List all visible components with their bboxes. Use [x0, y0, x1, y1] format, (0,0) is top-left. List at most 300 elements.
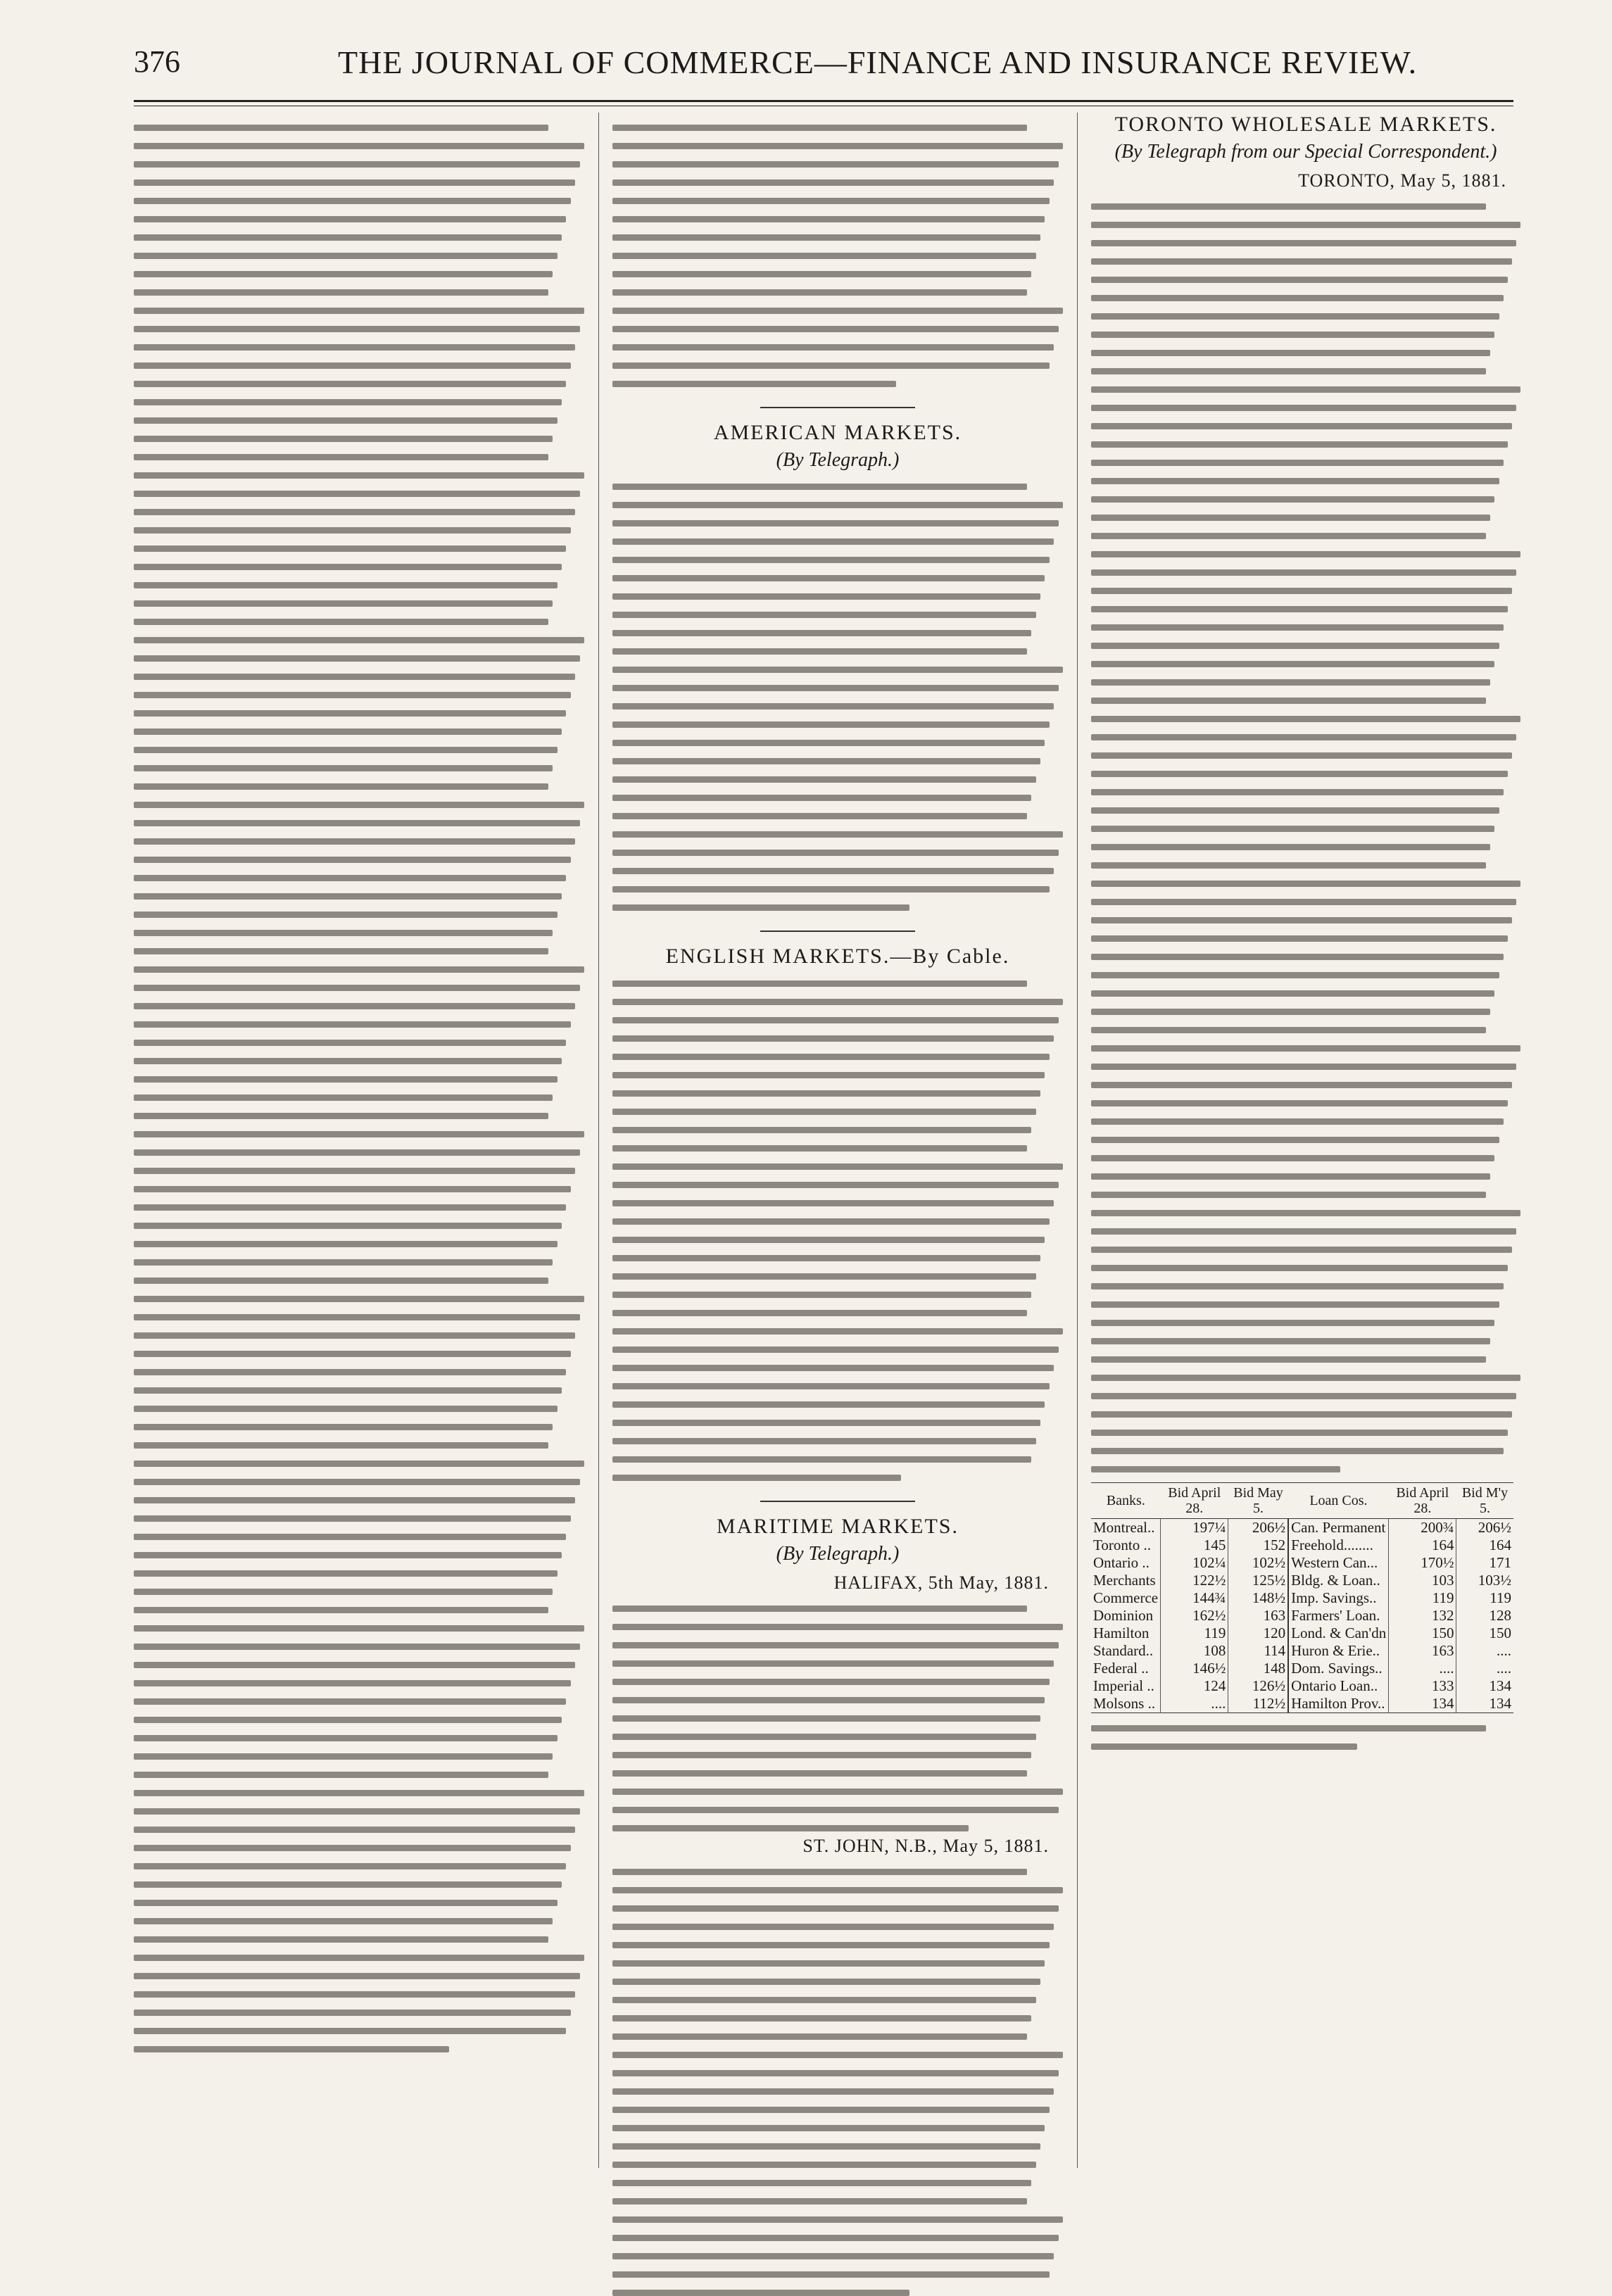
text-line — [612, 1679, 1050, 1685]
text-line — [612, 381, 896, 387]
text-line — [134, 1442, 548, 1449]
header-rule-top — [134, 100, 1513, 102]
table-row — [1091, 1572, 1513, 1589]
text-line — [1091, 954, 1504, 960]
text-line — [134, 875, 566, 881]
text-line — [134, 1149, 580, 1156]
text-line — [134, 564, 562, 570]
text-line — [1091, 1265, 1508, 1271]
text-line — [134, 1406, 558, 1412]
loan-co-cell: Can. Permanent — [1288, 1519, 1389, 1537]
text-line — [134, 1515, 571, 1522]
text-line — [134, 161, 580, 168]
text-line — [1091, 679, 1490, 686]
text-line — [612, 1401, 1045, 1408]
section-divider — [760, 407, 915, 408]
bid-may-cell: 163 — [1228, 1607, 1288, 1625]
bid-april-cell: 124 — [1161, 1677, 1228, 1695]
bid-april-cell: .... — [1161, 1695, 1228, 1713]
toronto-markets-source: (By Telegraph from our Special Correspondent.) — [1114, 141, 1497, 163]
text-line — [134, 436, 553, 442]
text-line — [1091, 1247, 1512, 1253]
text-line — [134, 1827, 575, 1833]
text-line — [612, 1438, 1036, 1444]
text-block — [612, 980, 1063, 1481]
text-line — [612, 1420, 1040, 1426]
text-line — [612, 1383, 1050, 1389]
table-row — [1091, 1695, 1513, 1713]
bid-may-cell: 112½ — [1228, 1695, 1288, 1713]
text-line — [1091, 881, 1520, 887]
text-line — [134, 216, 566, 222]
text-line — [612, 2216, 1063, 2223]
bid-may-cell: 164 — [1456, 1537, 1513, 1554]
bid-may-cell: 134 — [1456, 1695, 1513, 1713]
col-header-bid-april: Bid April 28. — [1161, 1483, 1228, 1519]
text-line — [612, 1200, 1054, 1206]
text-line — [1091, 203, 1486, 210]
text-line — [612, 2143, 1040, 2150]
text-line — [612, 557, 1050, 563]
bank-name-cell: Molsons .. — [1093, 1695, 1156, 1712]
text-line — [612, 1752, 1031, 1758]
text-line — [134, 1662, 575, 1668]
text-line — [612, 2070, 1059, 2076]
text-line — [1091, 1137, 1499, 1143]
text-line — [1091, 1356, 1486, 1363]
american-markets-heading: AMERICAN MARKETS. — [713, 421, 962, 444]
bank-name-cell: Ontario .. — [1093, 1554, 1150, 1571]
text-line — [612, 2107, 1050, 2113]
text-line — [134, 1589, 553, 1595]
text-line — [1091, 1173, 1490, 1180]
bank-name-cell: Dominion — [1093, 1607, 1154, 1624]
text-line — [134, 1131, 584, 1137]
bid-april-cell: 146½ — [1161, 1660, 1228, 1677]
text-line — [134, 1296, 584, 1302]
bank-name-cell: Commerce — [1093, 1589, 1159, 1606]
bid-may-cell: 114 — [1228, 1642, 1288, 1660]
text-line — [612, 344, 1054, 351]
bid-may-cell: 128 — [1456, 1607, 1513, 1625]
text-line — [612, 1942, 1050, 1948]
text-line — [134, 783, 548, 790]
text-line — [612, 1807, 1059, 1813]
table-row — [1091, 1589, 1513, 1607]
bid-may-cell: 206½ — [1228, 1519, 1288, 1537]
text-line — [1091, 807, 1499, 814]
section-divider — [760, 931, 915, 932]
loan-co-cell: Ontario Loan.. — [1288, 1677, 1389, 1695]
text-line — [1091, 222, 1520, 228]
text-line — [1091, 972, 1499, 978]
bid-may-cell: 152 — [1228, 1537, 1288, 1554]
text-line — [1091, 734, 1516, 740]
text-line — [134, 1168, 575, 1174]
text-line — [612, 1145, 1027, 1152]
text-line — [134, 491, 580, 497]
text-line — [134, 509, 575, 515]
text-line — [134, 1424, 553, 1430]
column-separator — [1077, 113, 1078, 2168]
text-line — [134, 619, 548, 625]
text-line — [134, 674, 575, 680]
text-line — [612, 740, 1045, 746]
american-markets-source: (By Telegraph.) — [776, 449, 900, 471]
bid-april-cell: 164 — [1389, 1537, 1456, 1554]
text-line — [134, 930, 553, 936]
bid-april-cell: 119 — [1389, 1589, 1456, 1607]
text-line — [612, 125, 1027, 131]
bid-april-cell: 197¼ — [1161, 1519, 1228, 1537]
text-line — [134, 1717, 562, 1723]
text-line — [1091, 1100, 1508, 1106]
text-line — [612, 2180, 1031, 2186]
loan-co-cell: Dom. Savings.. — [1288, 1660, 1389, 1677]
text-line — [134, 1552, 562, 1558]
bid-april-cell: 133 — [1389, 1677, 1456, 1695]
bid-april-cell: 144¾ — [1161, 1589, 1228, 1607]
bank-name-cell: Montreal.. — [1093, 1519, 1155, 1536]
text-line — [612, 538, 1054, 545]
column-2 — [612, 113, 1063, 2296]
text-line — [134, 1387, 562, 1394]
text-line — [134, 1772, 548, 1778]
toronto-dateline: TORONTO, May 5, 1881. — [1298, 170, 1506, 191]
text-line — [134, 198, 571, 204]
table-row — [1091, 1625, 1513, 1642]
text-line — [134, 710, 566, 717]
text-line — [612, 813, 1027, 819]
table-row — [1091, 1519, 1513, 1537]
text-line — [134, 820, 580, 826]
text-line — [1091, 862, 1486, 869]
text-line — [612, 1734, 1036, 1740]
text-line — [612, 289, 1027, 296]
bid-may-cell: 148½ — [1228, 1589, 1288, 1607]
text-line — [612, 1346, 1059, 1353]
bid-may-cell: 206½ — [1456, 1519, 1513, 1537]
text-line — [612, 1606, 1027, 1612]
text-line — [134, 143, 584, 149]
page-header — [134, 44, 1513, 93]
bid-may-cell: .... — [1456, 1660, 1513, 1677]
maritime-markets-source: (By Telegraph.) — [776, 1543, 900, 1565]
bank-stock-table — [1091, 1482, 1513, 1713]
bid-april-cell: 134 — [1389, 1695, 1456, 1713]
text-line — [1091, 1192, 1486, 1198]
text-line — [1091, 478, 1499, 484]
text-line — [134, 1003, 575, 1009]
section-divider — [760, 1501, 915, 1502]
text-line — [612, 1127, 1031, 1133]
text-line — [1091, 368, 1486, 374]
text-line — [134, 1278, 548, 1284]
text-line — [1091, 624, 1504, 631]
text-line — [612, 1292, 1031, 1298]
text-line — [134, 545, 566, 552]
text-line — [1091, 1009, 1490, 1015]
text-line — [134, 1223, 562, 1229]
bid-april-cell: 122½ — [1161, 1572, 1228, 1589]
text-line — [612, 667, 1063, 673]
text-line — [612, 1997, 1036, 2003]
text-line — [612, 234, 1040, 241]
bank-name-cell: Federal .. — [1093, 1660, 1149, 1677]
text-line — [1091, 295, 1504, 301]
text-line — [134, 1113, 548, 1119]
text-line — [1091, 1411, 1512, 1418]
text-line — [134, 1497, 575, 1503]
page-number: 376 — [134, 44, 180, 79]
text-line — [134, 747, 558, 753]
text-line — [134, 1570, 558, 1577]
text-line — [134, 1076, 558, 1083]
bid-april-cell: 145 — [1161, 1537, 1228, 1554]
bid-may-cell: .... — [1456, 1642, 1513, 1660]
text-line — [134, 253, 558, 259]
text-line — [134, 1625, 584, 1632]
text-line — [1091, 588, 1512, 594]
text-line — [134, 1808, 580, 1815]
text-line — [612, 362, 1050, 369]
loan-co-cell: Freehold........ — [1288, 1537, 1389, 1554]
english-markets-heading: ENGLISH MARKETS.—By Cable. — [665, 945, 1010, 968]
text-line — [612, 1456, 1031, 1463]
text-line — [134, 308, 584, 314]
text-line — [134, 1351, 571, 1357]
text-line — [1091, 551, 1520, 557]
text-line — [134, 948, 548, 954]
text-block — [1091, 203, 1520, 1472]
loan-co-cell: Hamilton Prov.. — [1288, 1695, 1389, 1713]
text-line — [612, 1624, 1063, 1630]
text-line — [612, 1660, 1054, 1667]
text-line — [1091, 258, 1512, 265]
text-line — [612, 198, 1050, 204]
text-line — [612, 1789, 1063, 1795]
bid-april-cell: .... — [1389, 1660, 1456, 1677]
table-row — [1091, 1607, 1513, 1625]
text-line — [1091, 771, 1508, 777]
text-line — [612, 161, 1059, 168]
text-line — [612, 271, 1031, 277]
text-line — [612, 2162, 1036, 2168]
text-line — [134, 1204, 566, 1211]
text-line — [134, 2010, 571, 2016]
text-line — [612, 2052, 1063, 2058]
text-line — [1091, 386, 1520, 393]
text-line — [1091, 533, 1486, 539]
text-line — [134, 1058, 562, 1064]
text-line — [1091, 1466, 1340, 1472]
text-line — [134, 1040, 566, 1046]
text-line — [134, 600, 553, 607]
text-line — [1091, 569, 1516, 576]
text-line — [1091, 441, 1508, 448]
text-line — [612, 575, 1045, 581]
text-line — [612, 795, 1031, 801]
text-block — [134, 125, 584, 2052]
text-line — [612, 886, 1050, 892]
bid-may-cell: 103½ — [1456, 1572, 1513, 1589]
text-line — [1091, 277, 1508, 283]
text-line — [134, 1095, 553, 1101]
text-line — [134, 1259, 553, 1266]
bid-april-cell: 150 — [1389, 1625, 1456, 1642]
text-line — [612, 1328, 1063, 1335]
text-line — [612, 1924, 1054, 1930]
text-line — [134, 234, 562, 241]
text-line — [1091, 1045, 1520, 1052]
text-line — [612, 1960, 1045, 1967]
text-line — [1091, 1210, 1520, 1216]
col-header-bid-april: Bid April 28. — [1389, 1483, 1456, 1519]
bid-may-cell: 125½ — [1228, 1572, 1288, 1589]
col-header-bid-may: Bid M'y 5. — [1456, 1483, 1513, 1519]
text-line — [612, 1109, 1036, 1115]
text-line — [1091, 460, 1504, 466]
bid-april-cell: 163 — [1389, 1642, 1456, 1660]
table-row — [1091, 1660, 1513, 1677]
text-line — [612, 1825, 969, 1831]
text-line — [612, 1715, 1040, 1722]
loan-co-cell: Huron & Erie.. — [1288, 1642, 1389, 1660]
text-line — [612, 143, 1063, 149]
text-line — [1091, 1283, 1504, 1289]
bid-may-cell: 119 — [1456, 1589, 1513, 1607]
text-line — [612, 685, 1059, 691]
text-line — [612, 721, 1050, 728]
bank-name-cell: Hamilton — [1093, 1625, 1150, 1641]
text-line — [134, 692, 571, 698]
text-line — [134, 857, 571, 863]
bid-may-cell: 120 — [1228, 1625, 1288, 1642]
text-line — [612, 831, 1063, 838]
text-line — [134, 1479, 580, 1485]
text-line — [134, 1918, 553, 1924]
table-row — [1091, 1677, 1513, 1695]
text-line — [612, 593, 1040, 600]
loan-co-cell: Lond. & Can'dn — [1288, 1625, 1389, 1642]
text-block — [612, 125, 1063, 387]
text-line — [612, 1255, 1040, 1261]
text-line — [134, 1863, 566, 1869]
text-line — [1091, 350, 1490, 356]
text-line — [134, 472, 584, 479]
text-line — [1091, 1155, 1494, 1161]
text-line — [612, 502, 1063, 508]
text-line — [134, 985, 580, 991]
text-line — [1091, 935, 1508, 942]
text-line — [134, 893, 562, 900]
text-line — [134, 1698, 566, 1705]
text-line — [612, 1035, 1054, 1042]
bid-may-cell: 148 — [1228, 1660, 1288, 1677]
text-line — [1091, 899, 1516, 905]
text-line — [134, 1973, 580, 1979]
text-line — [1091, 789, 1504, 795]
text-line — [1091, 240, 1516, 246]
text-line — [612, 1273, 1036, 1280]
text-line — [1091, 643, 1499, 649]
text-line — [612, 2088, 1054, 2095]
text-line — [612, 253, 1036, 259]
column-1 — [134, 113, 584, 2052]
col-header-loan-cos: Loan Cos. — [1288, 1483, 1389, 1519]
text-line — [134, 1314, 580, 1320]
text-line — [134, 344, 575, 351]
text-line — [612, 703, 1054, 709]
bank-name-cell: Standard.. — [1093, 1642, 1154, 1659]
bid-april-cell: 108 — [1161, 1642, 1228, 1660]
text-line — [134, 527, 571, 534]
text-line — [1091, 606, 1508, 612]
loan-co-cell: Western Can... — [1288, 1554, 1389, 1572]
bid-may-cell: 126½ — [1228, 1677, 1288, 1695]
text-line — [612, 216, 1045, 222]
text-line — [134, 1534, 566, 1540]
maritime-markets-heading: MARITIME MARKETS. — [716, 1515, 959, 1538]
bid-april-cell: 200¾ — [1389, 1519, 1456, 1537]
text-line — [612, 904, 909, 911]
bid-april-cell: 119 — [1161, 1625, 1228, 1642]
bid-april-cell: 102¼ — [1161, 1554, 1228, 1572]
text-line — [612, 1182, 1059, 1188]
bid-may-cell: 150 — [1456, 1625, 1513, 1642]
text-line — [612, 1054, 1050, 1060]
text-line — [612, 326, 1059, 332]
text-line — [612, 980, 1027, 987]
text-line — [134, 417, 558, 424]
text-line — [612, 1642, 1059, 1648]
text-line — [612, 1310, 1027, 1316]
loan-co-cell: Farmers' Loan. — [1288, 1607, 1389, 1625]
text-line — [134, 1241, 558, 1247]
bid-may-cell: 171 — [1456, 1554, 1513, 1572]
running-title: THE JOURNAL OF COMMERCE—FINANCE AND INSURANCE REVIEW. — [338, 44, 1418, 80]
text-line — [1091, 1301, 1499, 1308]
text-line — [612, 1887, 1063, 1893]
bank-name-cell: Imperial .. — [1093, 1677, 1154, 1694]
loan-co-cell: Imp. Savings.. — [1288, 1589, 1389, 1607]
text-line — [1091, 515, 1490, 521]
text-line — [1091, 332, 1494, 338]
text-line — [612, 484, 1027, 490]
text-line — [134, 1607, 548, 1613]
text-line — [1091, 1228, 1516, 1235]
bank-name-cell: Toronto .. — [1093, 1537, 1151, 1553]
toronto-markets-heading: TORONTO WHOLESALE MARKETS. — [1114, 113, 1497, 136]
stjohn-dateline: ST. JOHN, N.B., May 5, 1881. — [802, 1836, 1049, 1856]
text-line — [134, 1753, 553, 1760]
text-line — [612, 2235, 1059, 2241]
text-line — [612, 1770, 1027, 1777]
text-line — [612, 2015, 1031, 2021]
col-header-bid-may: Bid May 5. — [1228, 1483, 1288, 1519]
text-line — [612, 1979, 1040, 1985]
text-line — [1091, 1320, 1494, 1326]
text-line — [134, 1644, 580, 1650]
column-3 — [1091, 113, 1520, 1750]
table-row — [1091, 1537, 1513, 1554]
text-line — [134, 1735, 558, 1741]
text-line — [612, 520, 1059, 526]
text-line — [612, 1905, 1059, 1912]
text-line — [1091, 844, 1490, 850]
text-line — [134, 381, 566, 387]
text-line — [134, 966, 584, 973]
